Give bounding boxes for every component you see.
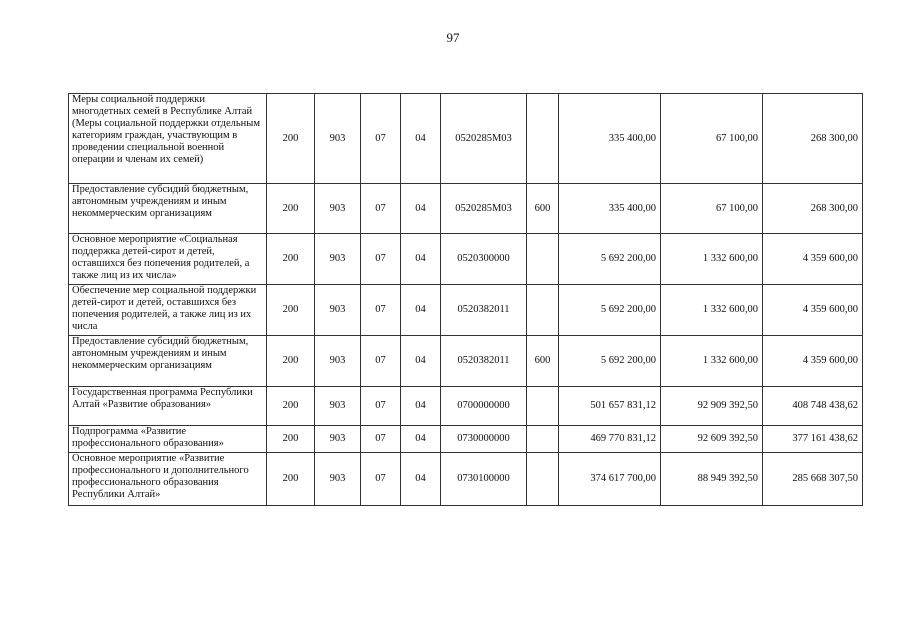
row-code: 200 (267, 184, 315, 234)
row-name: Предоставление субсидий бюджетным, автономным учреждениям и иным некоммерческим организациям (69, 336, 267, 387)
row-subsection: 04 (401, 184, 441, 234)
row-ministry: 903 (315, 387, 361, 426)
budget-table (68, 93, 863, 506)
row-subsection: 04 (401, 426, 441, 453)
row-sum1: 374 617 700,00 (559, 453, 661, 506)
row-target: 0520285М03 (441, 184, 527, 234)
row-type (527, 453, 559, 506)
row-ministry: 903 (315, 453, 361, 506)
row-sum2: 67 100,00 (661, 184, 763, 234)
row-subsection: 04 (401, 285, 441, 336)
row-code: 200 (267, 426, 315, 453)
row-sum2: 1 332 600,00 (661, 234, 763, 285)
row-sum2: 67 100,00 (661, 94, 763, 184)
row-target: 0700000000 (441, 387, 527, 426)
row-sum2: 88 949 392,50 (661, 453, 763, 506)
row-sum3: 377 161 438,62 (763, 426, 863, 453)
row-sum2: 1 332 600,00 (661, 285, 763, 336)
row-target: 0520300000 (441, 234, 527, 285)
row-target: 0730000000 (441, 426, 527, 453)
row-type (527, 426, 559, 453)
row-sum2: 92 609 392,50 (661, 426, 763, 453)
row-sum2: 92 909 392,50 (661, 387, 763, 426)
row-code: 200 (267, 387, 315, 426)
row-sum1: 469 770 831,12 (559, 426, 661, 453)
row-sum2: 1 332 600,00 (661, 336, 763, 387)
row-section: 07 (361, 94, 401, 184)
row-section: 07 (361, 234, 401, 285)
row-sum3: 268 300,00 (763, 184, 863, 234)
table-row (69, 285, 863, 336)
row-sum3: 4 359 600,00 (763, 285, 863, 336)
row-sum1: 501 657 831,12 (559, 387, 661, 426)
table-row (69, 387, 863, 426)
row-code: 200 (267, 234, 315, 285)
row-code: 200 (267, 336, 315, 387)
row-section: 07 (361, 453, 401, 506)
table-row (69, 453, 863, 506)
row-code: 200 (267, 94, 315, 184)
row-type (527, 94, 559, 184)
row-sum3: 285 668 307,50 (763, 453, 863, 506)
row-name: Предоставление субсидий бюджетным, автономным учреждениям и иным некоммерческим организациям (69, 184, 267, 234)
row-type (527, 234, 559, 285)
row-subsection: 04 (401, 336, 441, 387)
row-ministry: 903 (315, 234, 361, 285)
row-subsection: 04 (401, 234, 441, 285)
row-name: Основное мероприятие «Развитие профессионального и дополнительного профессионального образования Республики Алтай» (69, 453, 267, 506)
table-row (69, 94, 863, 184)
row-sum3: 4 359 600,00 (763, 336, 863, 387)
page-number: 97 (446, 30, 460, 45)
row-code: 200 (267, 285, 315, 336)
budget-table-body (69, 94, 863, 506)
row-target: 0730100000 (441, 453, 527, 506)
row-target: 0520382011 (441, 285, 527, 336)
row-name: Государственная программа Республики Алтай «Развитие образования» (69, 387, 267, 426)
row-type (527, 285, 559, 336)
row-sum1: 5 692 200,00 (559, 336, 661, 387)
row-type: 600 (527, 184, 559, 234)
row-ministry: 903 (315, 94, 361, 184)
row-ministry: 903 (315, 336, 361, 387)
row-sum3: 4 359 600,00 (763, 234, 863, 285)
row-subsection: 04 (401, 387, 441, 426)
row-ministry: 903 (315, 285, 361, 336)
table-row (69, 426, 863, 453)
row-sum3: 408 748 438,62 (763, 387, 863, 426)
row-name: Обеспечение мер социальной поддержки детей-сирот и детей, оставшихся без попечения родителей, а также лиц из их числа (69, 285, 267, 336)
row-sum1: 5 692 200,00 (559, 285, 661, 336)
row-section: 07 (361, 184, 401, 234)
row-ministry: 903 (315, 426, 361, 453)
row-subsection: 04 (401, 453, 441, 506)
row-type: 600 (527, 336, 559, 387)
table-row (69, 184, 863, 234)
row-code: 200 (267, 453, 315, 506)
row-section: 07 (361, 387, 401, 426)
row-section: 07 (361, 285, 401, 336)
row-section: 07 (361, 426, 401, 453)
row-type (527, 387, 559, 426)
table-row (69, 234, 863, 285)
row-name: Меры социальной поддержки многодетных семей в Республике Алтай (Меры социальной поддержки отдельным категориям граждан, участвующим в проведении специальной военной операции и членам их семей) (69, 94, 267, 184)
row-name: Основное мероприятие «Социальная поддержка детей-сирот и детей, оставшихся без попечения родителей, а также лиц из их числа» (69, 234, 267, 285)
row-target: 0520382011 (441, 336, 527, 387)
table-row (69, 336, 863, 387)
row-target: 0520285М03 (441, 94, 527, 184)
row-sum1: 335 400,00 (559, 184, 661, 234)
row-subsection: 04 (401, 94, 441, 184)
row-ministry: 903 (315, 184, 361, 234)
row-section: 07 (361, 336, 401, 387)
row-name: Подпрограмма «Развитие профессионального образования» (69, 426, 267, 453)
row-sum1: 5 692 200,00 (559, 234, 661, 285)
row-sum3: 268 300,00 (763, 94, 863, 184)
row-sum1: 335 400,00 (559, 94, 661, 184)
